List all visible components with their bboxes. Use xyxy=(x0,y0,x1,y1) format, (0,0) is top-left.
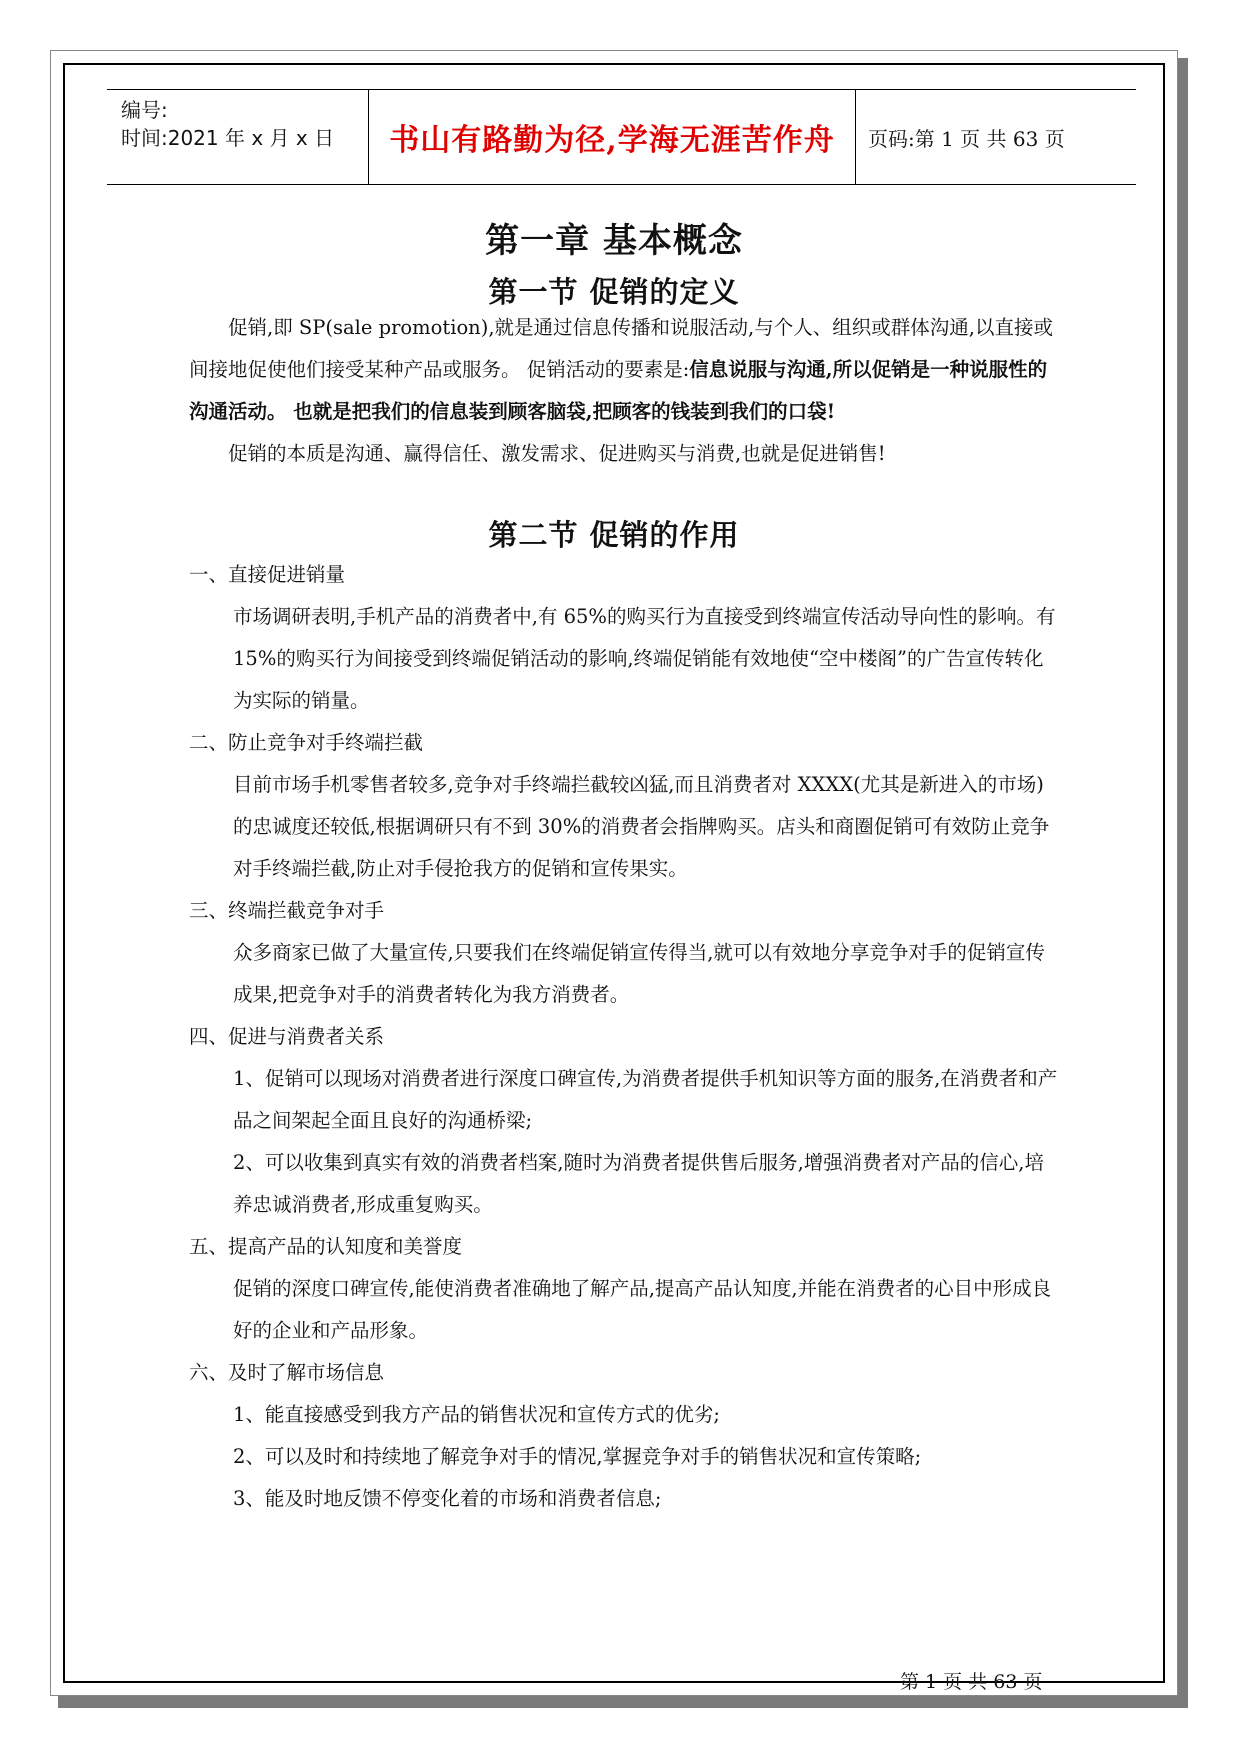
header-motto: 书山有路勤为径,学海无涯苦作舟 xyxy=(369,90,856,184)
definition-text: 促销,即 SP(sale promotion),就是通过信息传播和说服活动,与个人、组织或群体沟通,以直接或间接地促使他们接受某种产品或服务。 促销活动的要素是: xyxy=(189,316,1053,381)
number-label: 编号: xyxy=(121,98,168,122)
item-text: 促销的深度口碑宣传,能使消费者准确地了解产品,提高产品认知度,并能在消费者的心目中形成良好的企业和产品形象。 xyxy=(233,1277,1052,1342)
header-table xyxy=(107,89,1136,185)
item-text: 目前市场手机零售者较多,竞争对手终端拦截较凶猛,而且消费者对 XXXX(尤其是新进入的市场)的忠诚度还较低,根据调研只有不到 30%的消费者会指牌购买。店头和商圈促销可有效防止竞争对手终端拦截,防止对手侵抢我方的促销和宣传果实。 xyxy=(233,773,1050,880)
section-2-title: 第二节 促销的作用 xyxy=(488,518,740,552)
item-text: 2、可以及时和持续地了解竞争对手的情况,掌握竞争对手的销售状况和宣传策略; xyxy=(233,1445,922,1468)
item-heading: 一、直接促进销量 xyxy=(189,563,346,586)
item-heading: 二、防止竞争对手终端拦截 xyxy=(189,731,424,754)
section-2-body xyxy=(189,554,1061,1520)
section-1-title: 第一节 促销的定义 xyxy=(488,275,740,309)
section-1-body xyxy=(189,307,1061,475)
item-text: 2、可以收集到真实有效的消费者档案,随时为消费者提供售后服务,增强消费者对产品的信心,培养忠诚消费者,形成重复购买。 xyxy=(233,1151,1045,1216)
header-page-info: 页码:第 1 页 共 63 页 xyxy=(868,126,1065,151)
item-heading: 六、及时了解市场信息 xyxy=(189,1361,385,1384)
item-text: 1、促销可以现场对消费者进行深度口碑宣传,为消费者提供手机知识等方面的服务,在消费者和产品之间架起全面且良好的沟通桥梁; xyxy=(233,1067,1058,1132)
item-text: 1、能直接感受到我方产品的销售状况和宣传方式的优劣; xyxy=(233,1403,720,1426)
item-heading: 三、终端拦截竞争对手 xyxy=(189,899,385,922)
chapter-title: 第一章 基本概念 xyxy=(485,221,743,261)
item-heading: 五、提高产品的认知度和美誉度 xyxy=(189,1235,463,1258)
definition-bold-text: 信息说服与沟通,所以促销是一种说服性的沟通活动。 也就是把我们的信息装到顾客脑袋,把顾客的钱装到我们的口袋! xyxy=(189,358,1048,423)
document-page xyxy=(50,50,1178,1696)
definition-paragraph xyxy=(189,307,1061,433)
header-meta xyxy=(107,90,369,184)
time-label: 时间:2021 年 x 月 x 日 xyxy=(121,126,335,150)
item-text: 众多商家已做了大量宣传,只要我们在终端促销宣传得当,就可以有效地分享竞争对手的促销宣传成果,把竞争对手的消费者转化为我方消费者。 xyxy=(233,941,1045,1006)
item-heading: 四、促进与消费者关系 xyxy=(189,1025,385,1048)
item-text: 市场调研表明,手机产品的消费者中,有 65%的购买行为直接受到终端宣传活动导向性的影响。有 15%的购买行为间接受到终端促销活动的影响,终端促销能有效地使“空中楼阁”的广告宣传转化为实际的销量。 xyxy=(233,605,1056,712)
page-border xyxy=(63,63,1165,1693)
page-footer: 第 1 页 共 63 页 xyxy=(900,1671,1043,1693)
essence-paragraph: 促销的本质是沟通、赢得信任、激发需求、促进购买与消费,也就是促进销售! xyxy=(228,442,886,465)
item-text: 3、能及时地反馈不停变化着的市场和消费者信息; xyxy=(233,1487,662,1510)
